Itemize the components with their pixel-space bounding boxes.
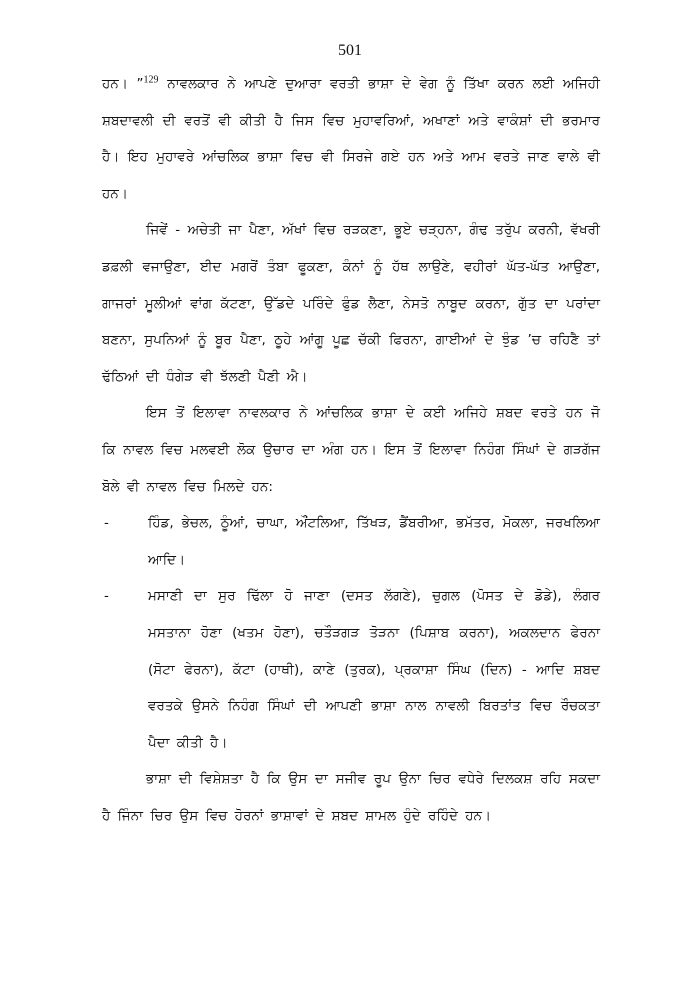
- list-item-text: ਹਿੰਡ, ਭੇਚਲ, ਠੂੰਆਂ, ਚਾਘਾ, ਔਂਟਲਿਆ, ਤਿੱਖੜ, ਡੈਂਬਰੀਆ, ਭਮੱਤਰ, ਮੋਕਲਾ, ਜਰਖਲਿਆ ਆਦਿ।: [148, 515, 600, 568]
- page-number: 501: [338, 42, 362, 59]
- document-body: [102, 66, 600, 834]
- dash-bullet-icon: -: [104, 588, 109, 605]
- dash-bullet-icon: -: [104, 515, 109, 532]
- paragraph-3: ਇਸ ਤੋਂ ਇਲਾਵਾ ਨਾਵਲਕਾਰ ਨੇ ਆਂਚਲਿਕ ਭਾਸ਼ਾ ਦੇ ਕਈ ਅਜਿਹੇ ਸ਼ਬਦ ਵਰਤੇ ਹਨ ਜੋ ਕਿ ਨਾਵਲ ਵਿਚ ਮਲਵਈ ਲੋਕ ਉਚਾਰ ਦਾ ਅੰਗ ਹਨ। ਇਸ ਤੋਂ ਇਲਾਵਾ ਨਿਹੰਗ ਸਿੰਘਾਂ ਦੇ ਗੜਗੱਜ ਬੋਲੇ ਵੀ ਨਾਵਲ ਵਿਚ ਮਿਲਦੇ ਹਨ:: [102, 405, 600, 495]
- list-item-text: ਮਸਾਣੀ ਦਾ ਸੁਰ ਢਿੱਲਾ ਹੋ ਜਾਣਾ (ਦਸਤ ਲੱਗਣੇ), ਚੁਗਲ (ਪੋਸਤ ਦੇ ਡੋਡੇ), ਲੰਗਰ ਮਸਤਾਨਾ ਹੋਣਾ (ਖਤਮ ਹੋਣਾ), ਚਤੌੜਗੜ ਤੋੜਨਾ (ਪਿਸ਼ਾਬ ਕਰਨਾ), ਅਕਲਦਾਨ ਫੇਰਨਾ (ਸੋਟਾ ਫੇਰਨਾ), ਕੱਟਾ (ਹਾਥੀ), ਕਾਣੇ (ਤੁਰਕ), ਪ੍ਰਕਾਸ਼ਾ ਸਿੰਘ (ਦਿਨ) - ਆਦਿ ਸ਼ਬਦ ਵਰਤਕੇ ਉਸਨੇ ਨਿਹੰਗ ਸਿੰਘਾਂ ਦੀ ਆਪਣੀ ਭਾਸ਼ਾ ਨਾਲ ਨਾਵਲੀ ਬਿਰਤਾਂਤ ਵਿਚ ਰੌਚਕਤਾ ਪੈਦਾ ਕੀਤੀ ਹੈ।: [148, 588, 600, 751]
- list-item: [102, 505, 600, 578]
- paragraph-2: ਜਿਵੇਂ - ਅਚੇਤੀ ਜਾ ਪੈਣਾ, ਅੱਖਾਂ ਵਿਚ ਰੜਕਣਾ, ਭੂਏ ਚੜ੍ਹਨਾ, ਗੰਢ ਤਰੁੱਪ ਕਰਨੀ, ਵੱਖਰੀ ਡਫ਼ਲੀ ਵਜਾਉਣਾ, ਈਦ ਮਗਰੋਂ ਤੰਬਾ ਫੂਕਣਾ, ਕੰਨਾਂ ਨੂੰ ਹੱਥ ਲਾਉਣੇ, ਵਹੀਰਾਂ ਘੱਤ-ਘੱਤ ਆਉਣਾ, ਗਾਜਰਾਂ ਮੂਲੀਆਂ ਵਾਂਗ ਕੱਟਣਾ, ਉੱਡਦੇ ਪਰਿੰਦੇ ਫੁੰਡ ਲੈਣਾ, ਨੇਸਤੋ ਨਾਬੂਦ ਕਰਨਾ, ਗੁੱਤ ਦਾ ਪਰਾਂਦਾ ਬਣਨਾ, ਸੁਪਨਿਆਂ ਨੂੰ ਬੂਰ ਪੈਣਾ, ਠੂਹੇ ਆਂਗੂ ਪੂਛ ਚੱਕੀ ਫਿਰਨਾ, ਗਾਈਆਂ ਦੇ ਝੁੰਡ ’ਚ ਰਹਿਣੈ ਤਾਂ ਢੱਠਿਆਂ ਦੀ ਧੰਗੇੜ ਵੀ ਝੱਲਣੀ ਪੈਣੀ ਐ।: [102, 222, 600, 385]
- paragraph-1: [102, 66, 600, 212]
- list-item: [102, 578, 600, 761]
- footnote-reference: 129: [143, 74, 159, 86]
- paragraph-4: ਭਾਸ਼ਾ ਦੀ ਵਿਸ਼ੇਸ਼ਤਾ ਹੈ ਕਿ ਉਸ ਦਾ ਸਜੀਵ ਰੂਪ ਉਨਾ ਚਿਰ ਵਧੇਰੇ ਦਿਲਕਸ਼ ਰਹਿ ਸਕਦਾ ਹੈ ਜਿੰਨਾ ਚਿਰ ਉਸ ਵਿਚ ਹੋਰਨਾਂ ਭਾਸ਼ਾਵਾਂ ਦੇ ਸ਼ਬਦ ਸ਼ਾਮਲ ਹੁੰਦੇ ਰਹਿੰਦੇ ਹਨ।: [102, 771, 600, 824]
- paragraph-1-lead: ਹਨ। ”: [102, 76, 144, 92]
- paragraph-1-text: ਨਾਵਲਕਾਰ ਨੇ ਆਪਣੇ ਦੁਆਰਾ ਵਰਤੀ ਭਾਸ਼ਾ ਦੇ ਵੇਗ ਨੂੰ ਤਿੱਖਾ ਕਰਨ ਲਈ ਅਜਿਹੀ ਸ਼ਬਦਾਵਲੀ ਦੀ ਵਰਤੋਂ ਵੀ ਕੀਤੀ ਹੈ ਜਿਸ ਵਿਚ ਮੁਹਾਵਰਿਆਂ, ਅਖਾਣਾਂ ਅਤੇ ਵਾਕੰਸ਼ਾਂ ਦੀ ਭਰਮਾਰ ਹੈ। ਇਹ ਮੁਹਾਵਰੇ ਆਂਚਲਿਕ ਭਾਸ਼ਾ ਵਿਚ ਵੀ ਸਿਰਜੇ ਗਏ ਹਨ ਅਤੇ ਆਮ ਵਰਤੇ ਜਾਣ ਵਾਲੇ ਵੀ ਹਨ।: [102, 76, 600, 202]
- word-list: [102, 505, 600, 761]
